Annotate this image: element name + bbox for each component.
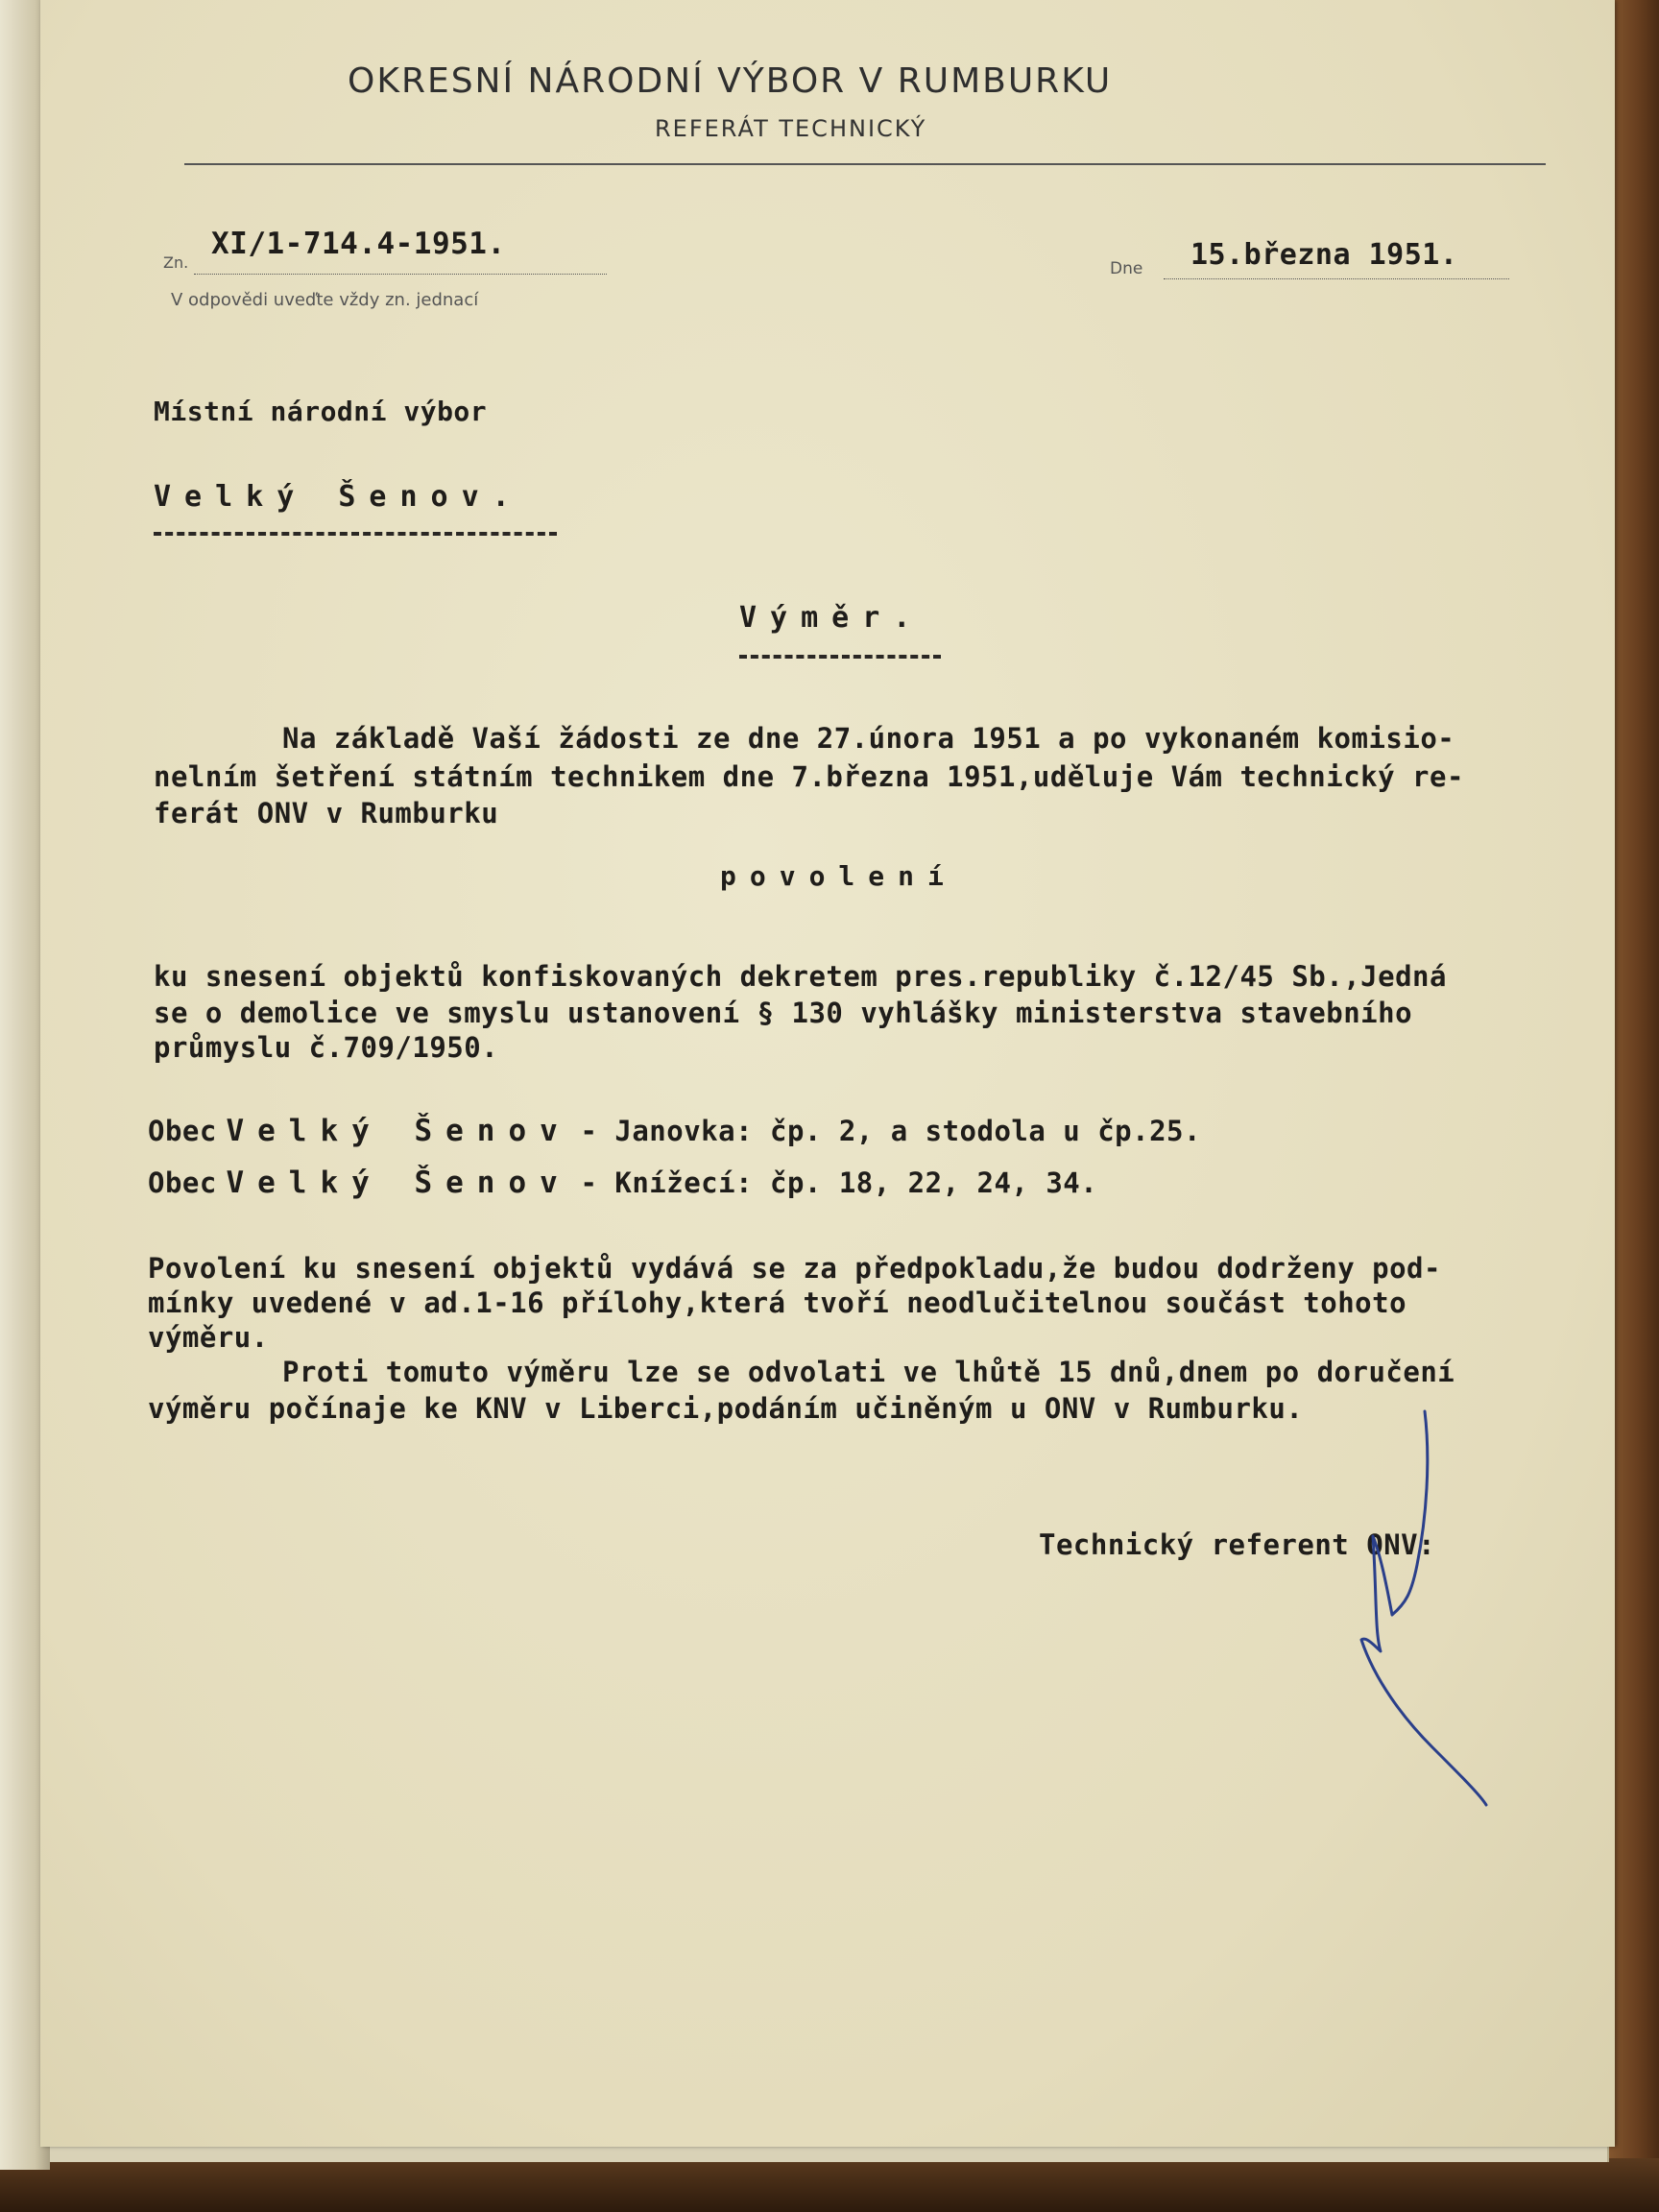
paragraph-3-line-3: výměru. — [148, 1321, 269, 1354]
object-2-village: Velký Šenov — [226, 1166, 571, 1200]
document-page — [40, 0, 1615, 2147]
handwritten-signature — [1317, 1402, 1509, 1815]
paragraph-4-line-2: výměru počínaje ke KNV v Liberci,podáním učiněným u ONV v Rumburku. — [148, 1392, 1304, 1425]
letterhead-subtitle: REFERÁT TECHNICKÝ — [655, 115, 927, 142]
object-1-village: Velký Šenov — [226, 1114, 571, 1148]
letterhead-title: OKRESNÍ NÁRODNÍ VÝBOR V RUMBURKU — [348, 61, 1113, 101]
object-line-2 — [148, 1166, 1097, 1200]
date-label: Dne — [1110, 259, 1143, 278]
addressee-underline — [154, 532, 557, 536]
paragraph-1-line-1: Na základě Vaší žádosti ze dne 27.února 1951 a po vykonaném komisio- — [282, 722, 1455, 755]
paragraph-3-line-1: Povolení ku snesení objektů vydává se za předpokladu,že budou dodrženy pod- — [148, 1252, 1441, 1285]
paragraph-1-line-3: ferát ONV v Rumburku — [154, 797, 499, 830]
reference-fill-line — [194, 274, 607, 275]
signatory-label: Technický referent ONV: — [1039, 1528, 1436, 1561]
addressee-line-2: Velký Šenov. — [154, 480, 523, 514]
paragraph-2-line-3: průmyslu č.709/1950. — [154, 1031, 499, 1064]
desk-edge-bottom — [0, 2158, 1659, 2212]
paragraph-1-line-2: nelním šetření státním technikem dne 7.března 1951,uděluje Vám technický re- — [154, 760, 1464, 793]
addressee-line-1: Místní národní výbor — [154, 396, 488, 427]
letterhead-rule — [184, 163, 1546, 165]
object-2-detail: - Knížecí: čp. 18, 22, 24, 34. — [580, 1166, 1098, 1199]
object-2-obec: Obec — [148, 1166, 217, 1199]
date-value: 15.března 1951. — [1190, 238, 1458, 272]
reference-label: Zn. — [163, 253, 189, 272]
object-1-obec: Obec — [148, 1115, 217, 1147]
paragraph-4-line-1: Proti tomuto výměru lze se odvolati ve lhůtě 15 dnů,dnem po doručení — [282, 1356, 1455, 1388]
permit-word: povolení — [720, 860, 957, 892]
document-heading: Výměr. — [739, 601, 925, 635]
reference-note: V odpovědi uveďte vždy zn. jednací — [171, 290, 479, 310]
paragraph-2-line-1: ku snesení objektů konfiskovaných dekretem pres.republiky č.12/45 Sb.,Jedná — [154, 960, 1447, 993]
object-1-detail: - Janovka: čp. 2, a stodola u čp.25. — [580, 1115, 1201, 1147]
date-fill-line — [1164, 278, 1509, 279]
object-line-1 — [148, 1114, 1201, 1148]
paragraph-2-line-2: se o demolice ve smyslu ustanovení § 130 vyhlášky ministerstva stavebního — [154, 997, 1413, 1029]
reference-value: XI/1-714.4-1951. — [211, 227, 506, 261]
heading-underline — [739, 655, 941, 659]
paragraph-3-line-2: mínky uvedené v ad.1-16 přílohy,která tvoří neodlučitelnou součást tohoto — [148, 1286, 1407, 1319]
